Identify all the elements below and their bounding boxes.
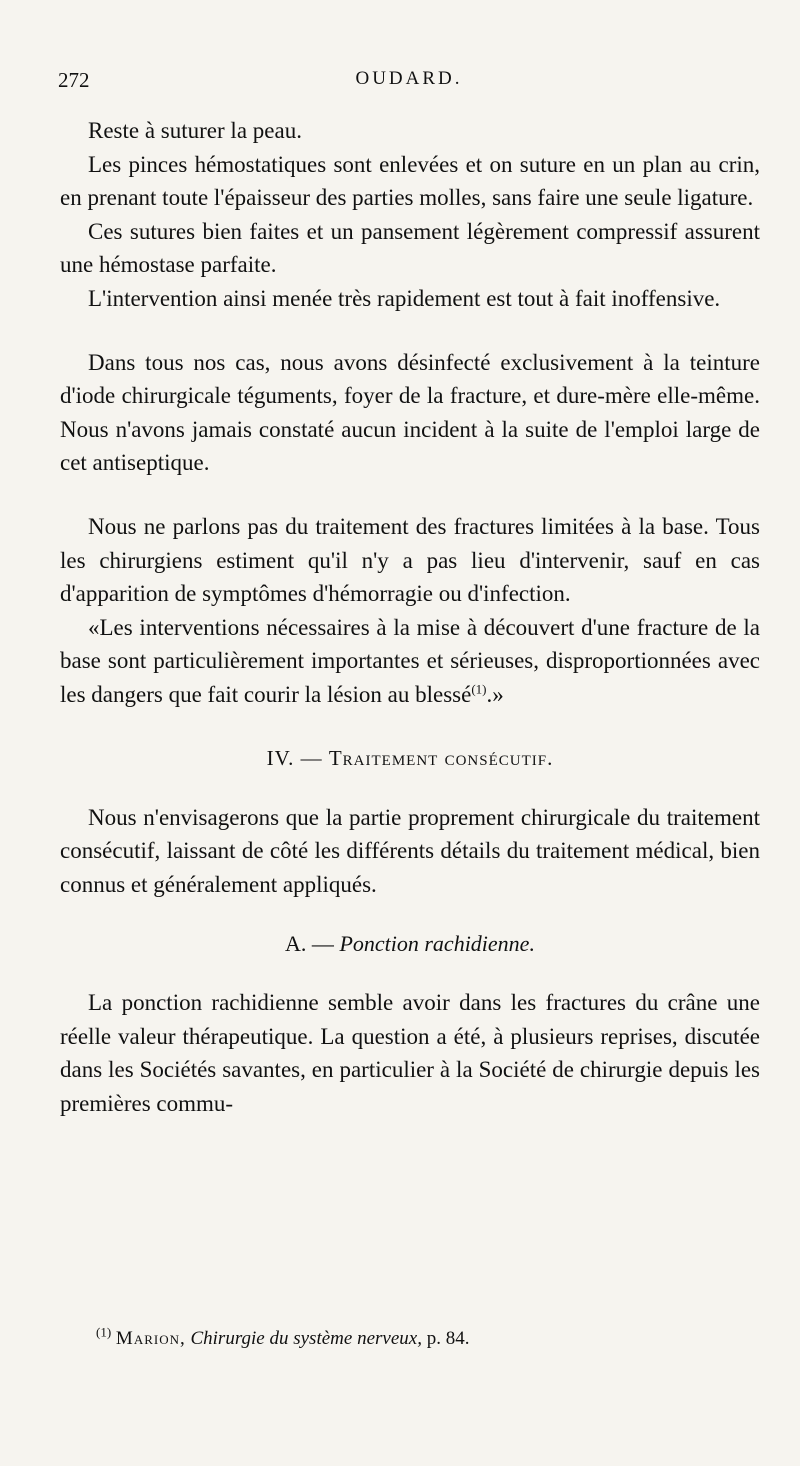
subsection-heading xyxy=(60,927,760,960)
paragraph: La ponction rachidienne semble avoir dans les fractures du crâne une réelle valeur thérapeutique. La question a été, à plusieurs reprises, discutée dans les Sociétés savantes, en particulier à la Société de chirurgie depuis les premières commu- xyxy=(60,990,760,1117)
footnote-page: p. 84. xyxy=(426,1328,470,1349)
paragraph-gap xyxy=(60,316,760,346)
footnote-work: Chirurgie du système nerveux, xyxy=(190,1328,422,1349)
footnote-author: Marion, xyxy=(115,1328,186,1349)
paragraph: Dans tous nos cas, nous avons désinfecté exclusivement à la teinture d'iode chirurgicale téguments, foyer de la fracture, et dure-mère elle-même. Nous n'avons jamais constaté aucun incident à la suite de l'emploi large de cet antiseptique. xyxy=(60,349,760,476)
footnote xyxy=(96,1326,756,1352)
paragraph: Reste à suturer la peau. xyxy=(88,118,302,143)
body-text xyxy=(60,114,760,1121)
subsection-title: Ponction rachidienne. xyxy=(339,931,535,957)
footnote-marker: (1) xyxy=(96,1324,112,1340)
footnote-reference: (1) xyxy=(471,681,487,697)
subsection-letter: A. — xyxy=(285,931,334,957)
section-gap xyxy=(60,960,760,986)
section-gap xyxy=(60,775,760,801)
page-number: 272 xyxy=(58,68,90,92)
quotation-text: «Les interventions nécessaires à la mise à découvert d'une fracture de la base sont particulièrement importantes et sérieuses, disproportionnées avec les dangers que fait courir la lésion au blessé xyxy=(60,614,760,707)
paragraph: Les pinces hémostatiques sont enlevées et on suture en un plan au crin, en prenant toute l'épaisseur des parties molles, sans faire une seule ligature. xyxy=(60,151,760,211)
quotation-close: .» xyxy=(486,681,504,707)
paragraph: Nous ne parlons pas du traitement des fractures limitées à la base. Tous les chirurgiens estiment qu'il n'y a pas lieu d'intervenir, sauf en cas d'apparition de symptômes d'hémorragie ou d'infection. xyxy=(60,513,760,607)
quotation-paragraph xyxy=(60,611,760,712)
running-head: OUDARD. xyxy=(355,68,463,89)
paragraph: Ces sutures bien faites et un pansement légèrement compressif assurent une hémostase parfaite. xyxy=(60,218,760,278)
paragraph-gap xyxy=(60,480,760,510)
section-title: Traitement consécutif. xyxy=(328,745,554,770)
section-gap xyxy=(60,712,760,742)
page-header xyxy=(58,68,760,98)
section-gap xyxy=(60,901,760,927)
paragraph: L'intervention ainsi menée très rapidement est tout à fait inoffensive. xyxy=(88,285,721,311)
section-heading xyxy=(60,742,760,775)
paragraph: Nous n'envisagerons que la partie proprement chirurgicale du traitement consécutif, laissant de côté les différents détails du traitement médical, bien connus et généralement appliqués. xyxy=(60,804,760,897)
section-number: IV. — xyxy=(266,745,323,770)
